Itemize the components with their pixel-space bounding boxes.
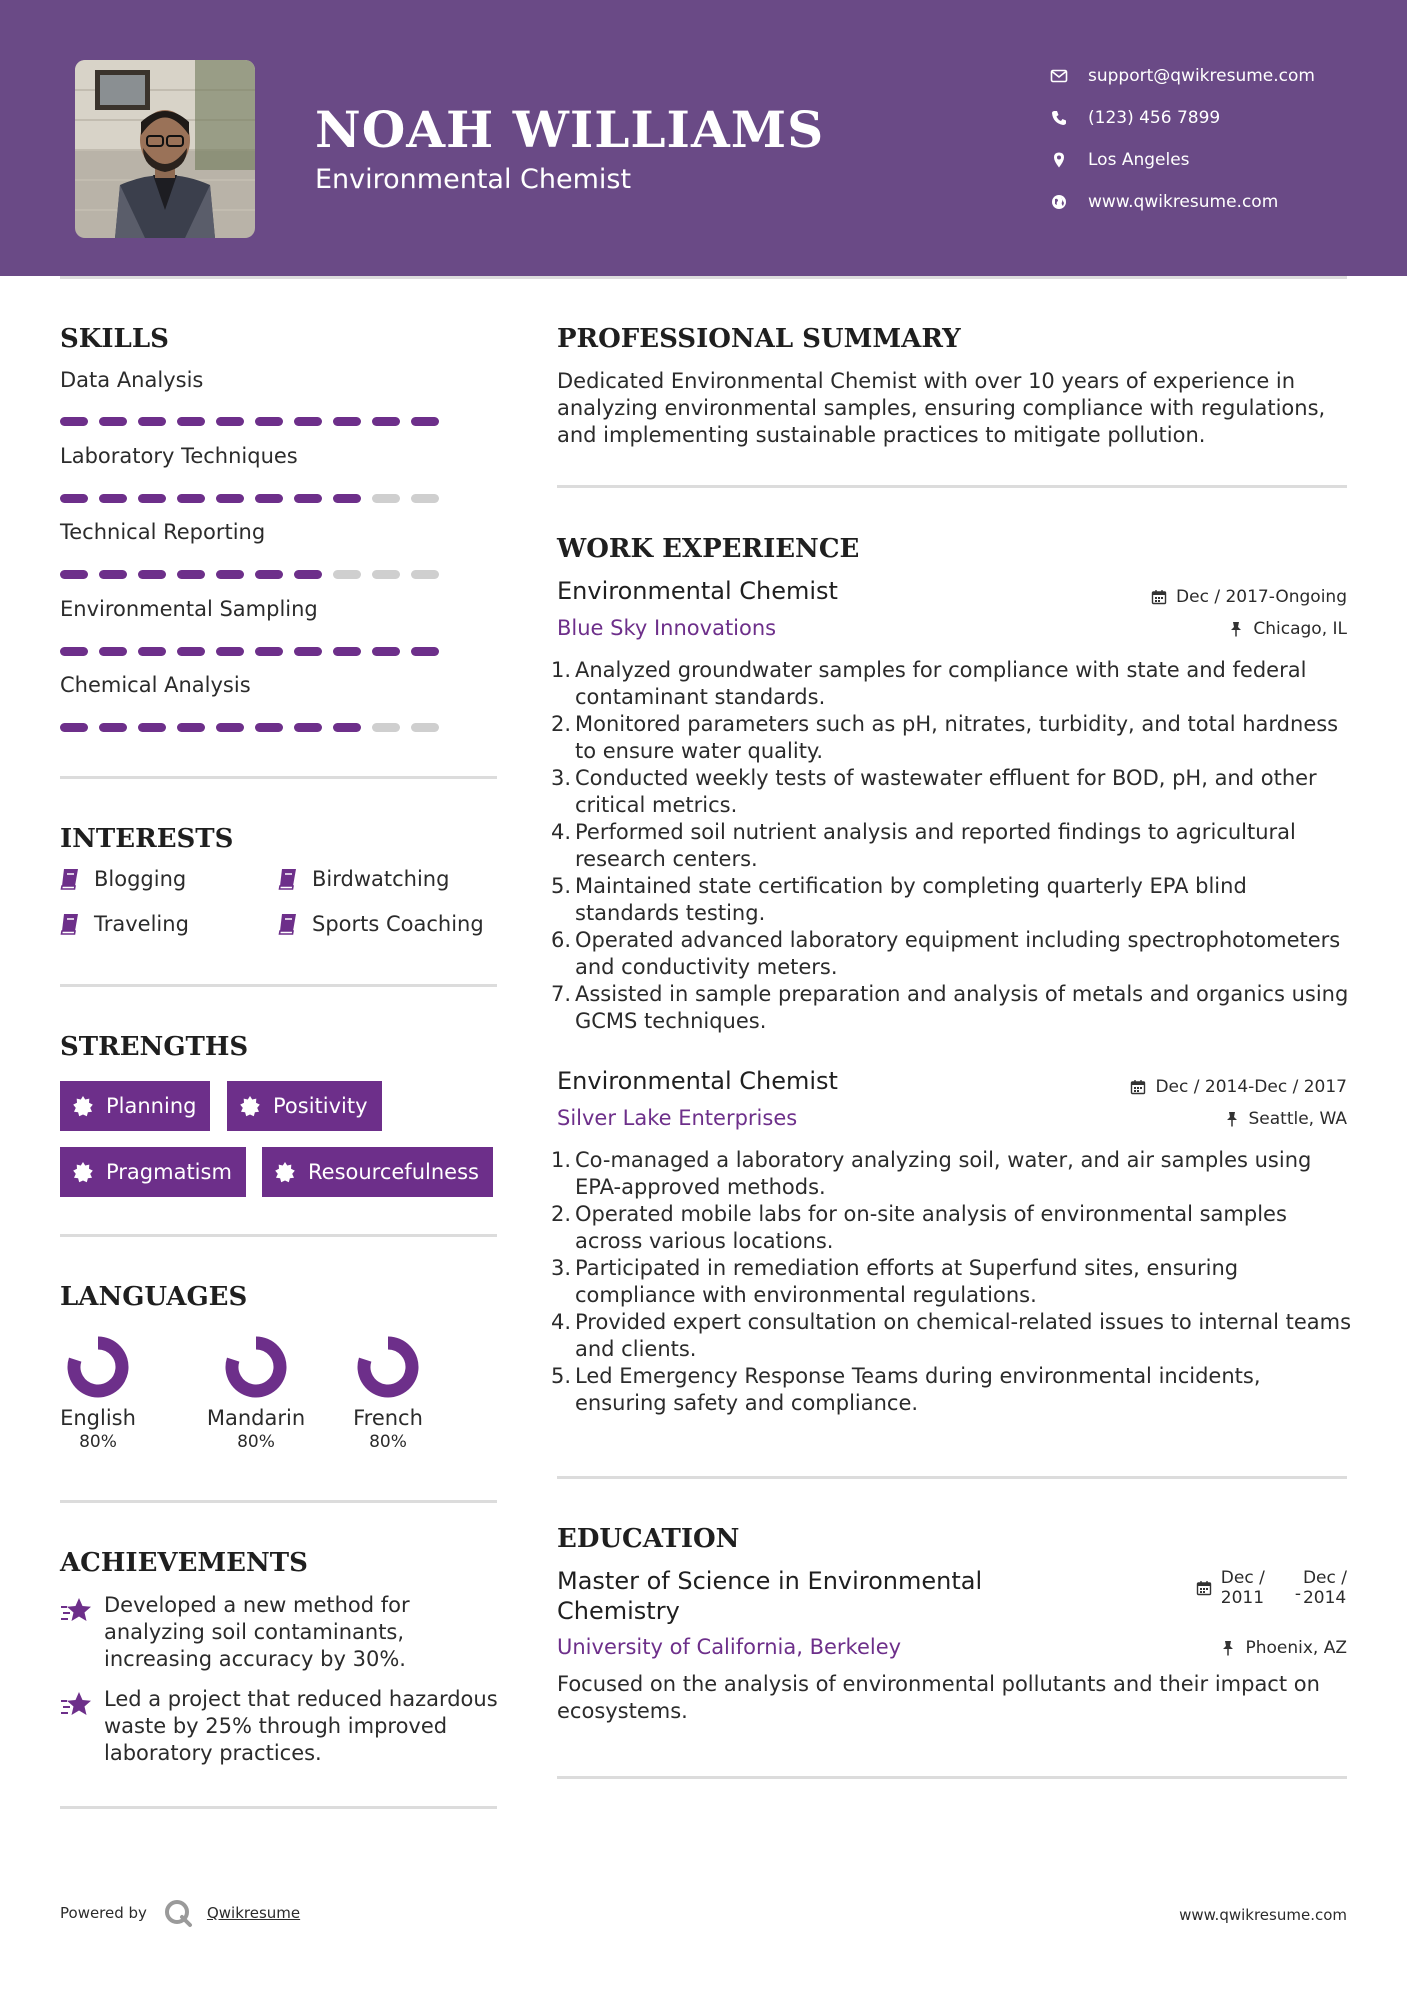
strength-label: Pragmatism xyxy=(106,1160,232,1184)
experience-heading: WORK EXPERIENCE xyxy=(557,534,860,564)
interest-item xyxy=(60,867,186,891)
header-divider xyxy=(60,276,1347,279)
section-divider xyxy=(60,1234,497,1237)
section-divider xyxy=(60,1806,497,1809)
job-location xyxy=(1224,1109,1348,1129)
skill-dash-filled xyxy=(333,723,361,732)
education-description: Focused on the analysis of environmental pollutants and their impact on ecosystems. xyxy=(557,1672,1320,1723)
skill-dash-filled xyxy=(60,723,88,732)
language-ring xyxy=(221,1332,291,1402)
book-icon xyxy=(60,913,80,935)
list-number: 5. xyxy=(551,874,572,898)
profile-photo xyxy=(75,60,255,238)
list-number: 6. xyxy=(551,928,572,952)
education-heading: EDUCATION xyxy=(557,1524,740,1554)
list-number: 7. xyxy=(551,982,572,1006)
duty-text: Co-managed a laboratory analyzing soil, water, and air samples using EPA-approved methods. xyxy=(575,1148,1312,1199)
skill-level-bar xyxy=(60,570,450,579)
envelope-icon xyxy=(1050,67,1068,85)
skill-dash-empty xyxy=(372,570,400,579)
badge-icon xyxy=(72,1161,94,1183)
skill-dash-filled xyxy=(216,417,244,426)
job-title: Environmental Chemist xyxy=(557,1067,838,1095)
calendar-icon xyxy=(1130,1079,1146,1095)
skill-dash-filled xyxy=(294,570,322,579)
badge-icon xyxy=(274,1161,296,1183)
language-name: English xyxy=(60,1406,136,1430)
language-ring-arc xyxy=(74,1343,122,1391)
list-number: 3. xyxy=(551,766,572,790)
skill-dash-filled xyxy=(99,570,127,579)
achievement-text: Led a project that reduced hazardous waste by 25% through improved laboratory practices. xyxy=(104,1687,498,1765)
edu-date-start-month: Dec / xyxy=(1220,1568,1265,1588)
contact-email-text: support@qwikresume.com xyxy=(1088,66,1315,86)
duty-text: Operated advanced laboratory equipment including spectrophotometers and conductivity meters. xyxy=(575,928,1341,979)
skill-dash-filled xyxy=(99,723,127,732)
company-name: Silver Lake Enterprises xyxy=(557,1106,798,1130)
edu-date-end-month: Dec / xyxy=(1302,1568,1347,1588)
skill-dash-filled xyxy=(255,647,283,656)
interest-item xyxy=(278,912,484,936)
job-title: Environmental Chemist xyxy=(557,577,838,605)
skill-dash-filled xyxy=(411,647,439,656)
job-date xyxy=(1130,1077,1347,1097)
duty-text: Assisted in sample preparation and analysis of metals and organics using GCMS techniques. xyxy=(575,982,1349,1033)
skill-dash-filled xyxy=(138,723,166,732)
skill-level-bar xyxy=(60,723,450,732)
list-item xyxy=(551,765,1357,819)
list-number: 4. xyxy=(551,1310,572,1334)
skill-dash-filled xyxy=(294,417,322,426)
education-date xyxy=(1196,1568,1347,1608)
skill-dash-filled xyxy=(177,494,205,503)
interest-label: Sports Coaching xyxy=(312,912,484,936)
job-duties-list xyxy=(551,657,1357,1035)
skill-dash-filled xyxy=(138,570,166,579)
skill-name: Chemical Analysis xyxy=(60,673,251,697)
skill-dash-empty xyxy=(411,494,439,503)
edu-date-start-year: 2011 xyxy=(1220,1588,1265,1608)
skill-dash-empty xyxy=(411,570,439,579)
skill-dash-filled xyxy=(138,647,166,656)
pushpin-icon xyxy=(1228,621,1244,637)
skill-dash-filled xyxy=(138,494,166,503)
interest-item xyxy=(278,867,449,891)
strength-label: Planning xyxy=(106,1094,197,1118)
badge-icon xyxy=(239,1095,261,1117)
list-item xyxy=(551,1309,1357,1363)
achievements-heading: ACHIEVEMENTS xyxy=(60,1548,308,1578)
skill-dash-filled xyxy=(294,723,322,732)
interest-label: Traveling xyxy=(94,912,189,936)
list-item xyxy=(551,819,1357,873)
duty-text: Performed soil nutrient analysis and reported findings to agricultural research centers. xyxy=(575,820,1296,871)
skill-dash-empty xyxy=(333,570,361,579)
phone-icon xyxy=(1050,109,1068,127)
list-item xyxy=(551,711,1357,765)
interest-label: Birdwatching xyxy=(312,867,450,891)
school-name: University of California, Berkeley xyxy=(557,1635,902,1659)
contact-phone[interactable] xyxy=(1050,97,1315,139)
pushpin-icon xyxy=(1224,1111,1240,1127)
duty-text: Analyzed groundwater samples for compliance with state and federal contaminant standards. xyxy=(575,658,1307,709)
contact-location xyxy=(1050,139,1315,181)
list-item xyxy=(551,873,1357,927)
strength-label: Positivity xyxy=(273,1094,368,1118)
powered-by-label: Powered by xyxy=(60,1904,147,1922)
skill-dash-filled xyxy=(177,647,205,656)
language-item xyxy=(196,1332,316,1452)
job-location xyxy=(1228,619,1347,639)
education-location-text: Phoenix, AZ xyxy=(1245,1638,1347,1658)
strength-badge xyxy=(60,1147,246,1197)
skill-dash-filled xyxy=(372,417,400,426)
language-item xyxy=(328,1332,448,1452)
skill-level-bar xyxy=(60,494,450,503)
language-name: Mandarin xyxy=(206,1406,306,1430)
skill-dash-filled xyxy=(177,417,205,426)
skill-dash-filled xyxy=(99,494,127,503)
list-item xyxy=(551,1255,1357,1309)
section-divider xyxy=(60,776,497,779)
skill-dash-filled xyxy=(216,570,244,579)
skill-dash-filled xyxy=(372,647,400,656)
job-date-text: Dec / 2014-Dec / 2017 xyxy=(1155,1077,1347,1097)
strength-label: Resourcefulness xyxy=(308,1160,479,1184)
duty-text: Operated mobile labs for on-site analysis of environmental samples across various locations. xyxy=(575,1202,1287,1253)
edu-date-separator: - xyxy=(1294,1584,1301,1604)
duty-text: Provided expert consultation on chemical-related issues to internal teams and clients. xyxy=(575,1310,1352,1361)
language-ring xyxy=(353,1332,423,1402)
book-icon xyxy=(278,913,298,935)
skill-dash-filled xyxy=(177,570,205,579)
skill-dash-filled xyxy=(255,417,283,426)
section-divider xyxy=(60,1500,497,1503)
skill-dash-filled xyxy=(216,647,244,656)
footer-url[interactable]: www.qwikresume.com xyxy=(1179,1906,1347,1924)
skill-dash-filled xyxy=(60,494,88,503)
list-number: 4. xyxy=(551,820,572,844)
star-icon xyxy=(60,1596,92,1626)
section-divider xyxy=(557,1476,1347,1479)
education-location xyxy=(1220,1638,1347,1658)
list-item xyxy=(551,1147,1357,1201)
list-number: 2. xyxy=(551,712,572,736)
summary-text: Dedicated Environmental Chemist with over 10 years of experience in analyzing environmental samples, ensuring compliance with regulations, and implementing sustainable practices to mitigate pollution. xyxy=(557,369,1326,447)
job-duties-list xyxy=(551,1147,1357,1417)
achievement-text: Developed a new method for analyzing soil contaminants, increasing accuracy by 30%. xyxy=(104,1593,410,1671)
duty-text: Led Emergency Response Teams during environmental incidents, ensuring safety and compliance. xyxy=(575,1364,1261,1415)
skill-dash-filled xyxy=(99,417,127,426)
contact-website[interactable] xyxy=(1050,181,1315,223)
calendar-icon xyxy=(1151,589,1167,605)
list-number: 3. xyxy=(551,1256,572,1280)
contact-website-text: www.qwikresume.com xyxy=(1088,192,1279,212)
summary-heading: PROFESSIONAL SUMMARY xyxy=(557,324,961,354)
skill-dash-filled xyxy=(333,647,361,656)
skill-name: Laboratory Techniques xyxy=(60,444,298,468)
contact-email[interactable] xyxy=(1050,55,1315,97)
section-divider xyxy=(60,984,497,987)
skill-dash-filled xyxy=(60,647,88,656)
language-name: French xyxy=(353,1406,423,1430)
duty-text: Conducted weekly tests of wastewater effluent for BOD, pH, and other critical metrics. xyxy=(575,766,1317,817)
list-number: 5. xyxy=(551,1364,572,1388)
star-icon xyxy=(60,1690,92,1720)
degree-title-cont: Chemistry xyxy=(557,1597,680,1625)
language-percent: 80% xyxy=(369,1432,407,1452)
qwikresume-link[interactable]: Qwikresume xyxy=(206,1904,301,1922)
list-item xyxy=(551,927,1357,981)
calendar-icon xyxy=(1196,1580,1212,1596)
skill-dash-filled xyxy=(255,723,283,732)
skill-dash-filled xyxy=(216,723,244,732)
edu-date-end-year: 2014 xyxy=(1302,1588,1347,1608)
skill-dash-empty xyxy=(372,494,400,503)
interest-item xyxy=(60,912,189,936)
job-location-text: Chicago, IL xyxy=(1253,619,1347,639)
interest-label: Blogging xyxy=(94,867,187,891)
resume-header xyxy=(0,0,1407,276)
skill-name: Technical Reporting xyxy=(60,520,266,544)
skill-dash-filled xyxy=(294,647,322,656)
language-ring-arc xyxy=(232,1343,280,1391)
contact-phone-text: (123) 456 7899 xyxy=(1088,108,1221,128)
skill-dash-filled xyxy=(138,417,166,426)
list-item xyxy=(551,981,1357,1035)
job-location-text: Seattle, WA xyxy=(1248,1109,1347,1129)
candidate-title: Environmental Chemist xyxy=(315,164,632,195)
strengths-heading: STRENGTHS xyxy=(60,1032,249,1062)
skill-dash-filled xyxy=(333,494,361,503)
list-number: 2. xyxy=(551,1202,572,1226)
language-item xyxy=(38,1332,158,1452)
footer-powered-by xyxy=(60,1898,300,1928)
company-name: Blue Sky Innovations xyxy=(557,616,777,640)
skills-heading: SKILLS xyxy=(60,324,169,354)
map-pin-icon xyxy=(1050,151,1068,169)
skill-dash-filled xyxy=(255,494,283,503)
badge-icon xyxy=(72,1095,94,1117)
duty-text: Monitored parameters such as pH, nitrates, turbidity, and total hardness to ensure water quality. xyxy=(575,712,1339,763)
list-number: 1. xyxy=(551,658,572,682)
skill-dash-filled xyxy=(177,723,205,732)
strength-badge xyxy=(60,1081,210,1131)
duty-text: Participated in remediation efforts at Superfund sites, ensuring compliance with environmental regulations. xyxy=(575,1256,1239,1307)
language-percent: 80% xyxy=(237,1432,275,1452)
skill-dash-filled xyxy=(333,417,361,426)
skill-name: Environmental Sampling xyxy=(60,597,318,621)
list-number: 1. xyxy=(551,1148,572,1172)
skill-dash-filled xyxy=(255,570,283,579)
qwikresume-logo-icon xyxy=(163,1898,193,1928)
skill-dash-filled xyxy=(411,417,439,426)
skill-dash-empty xyxy=(411,723,439,732)
section-divider xyxy=(557,485,1347,488)
job-date xyxy=(1151,587,1347,607)
strength-badge xyxy=(227,1081,382,1131)
language-ring xyxy=(63,1332,133,1402)
language-ring-arc xyxy=(364,1343,412,1391)
skill-dash-filled xyxy=(99,647,127,656)
job-date-text: Dec / 2017-Ongoing xyxy=(1176,587,1347,607)
skill-dash-empty xyxy=(372,723,400,732)
achievement-item xyxy=(60,1592,500,1673)
skill-level-bar xyxy=(60,417,450,426)
skill-dash-filled xyxy=(216,494,244,503)
skill-dash-filled xyxy=(60,417,88,426)
globe-icon xyxy=(1050,193,1068,211)
pushpin-icon xyxy=(1220,1640,1236,1656)
book-icon xyxy=(60,868,80,890)
book-icon xyxy=(278,868,298,890)
skill-name: Data Analysis xyxy=(60,368,204,392)
degree-title: Master of Science in Environmental xyxy=(557,1567,983,1595)
list-item xyxy=(551,1201,1357,1255)
section-divider xyxy=(557,1776,1347,1779)
strength-badge xyxy=(262,1147,493,1197)
skill-level-bar xyxy=(60,647,450,656)
duty-text: Maintained state certification by completing quarterly EPA blind standards testing. xyxy=(575,874,1247,925)
languages-heading: LANGUAGES xyxy=(60,1282,248,1312)
candidate-name: NOAH WILLIAMS xyxy=(315,100,825,159)
achievement-item xyxy=(60,1686,500,1767)
list-item xyxy=(551,657,1357,711)
skill-dash-filled xyxy=(294,494,322,503)
contact-list xyxy=(1050,55,1315,223)
skill-dash-filled xyxy=(60,570,88,579)
language-percent: 80% xyxy=(79,1432,117,1452)
interests-heading: INTERESTS xyxy=(60,824,234,854)
contact-location-text: Los Angeles xyxy=(1088,150,1190,170)
list-item xyxy=(551,1363,1357,1417)
